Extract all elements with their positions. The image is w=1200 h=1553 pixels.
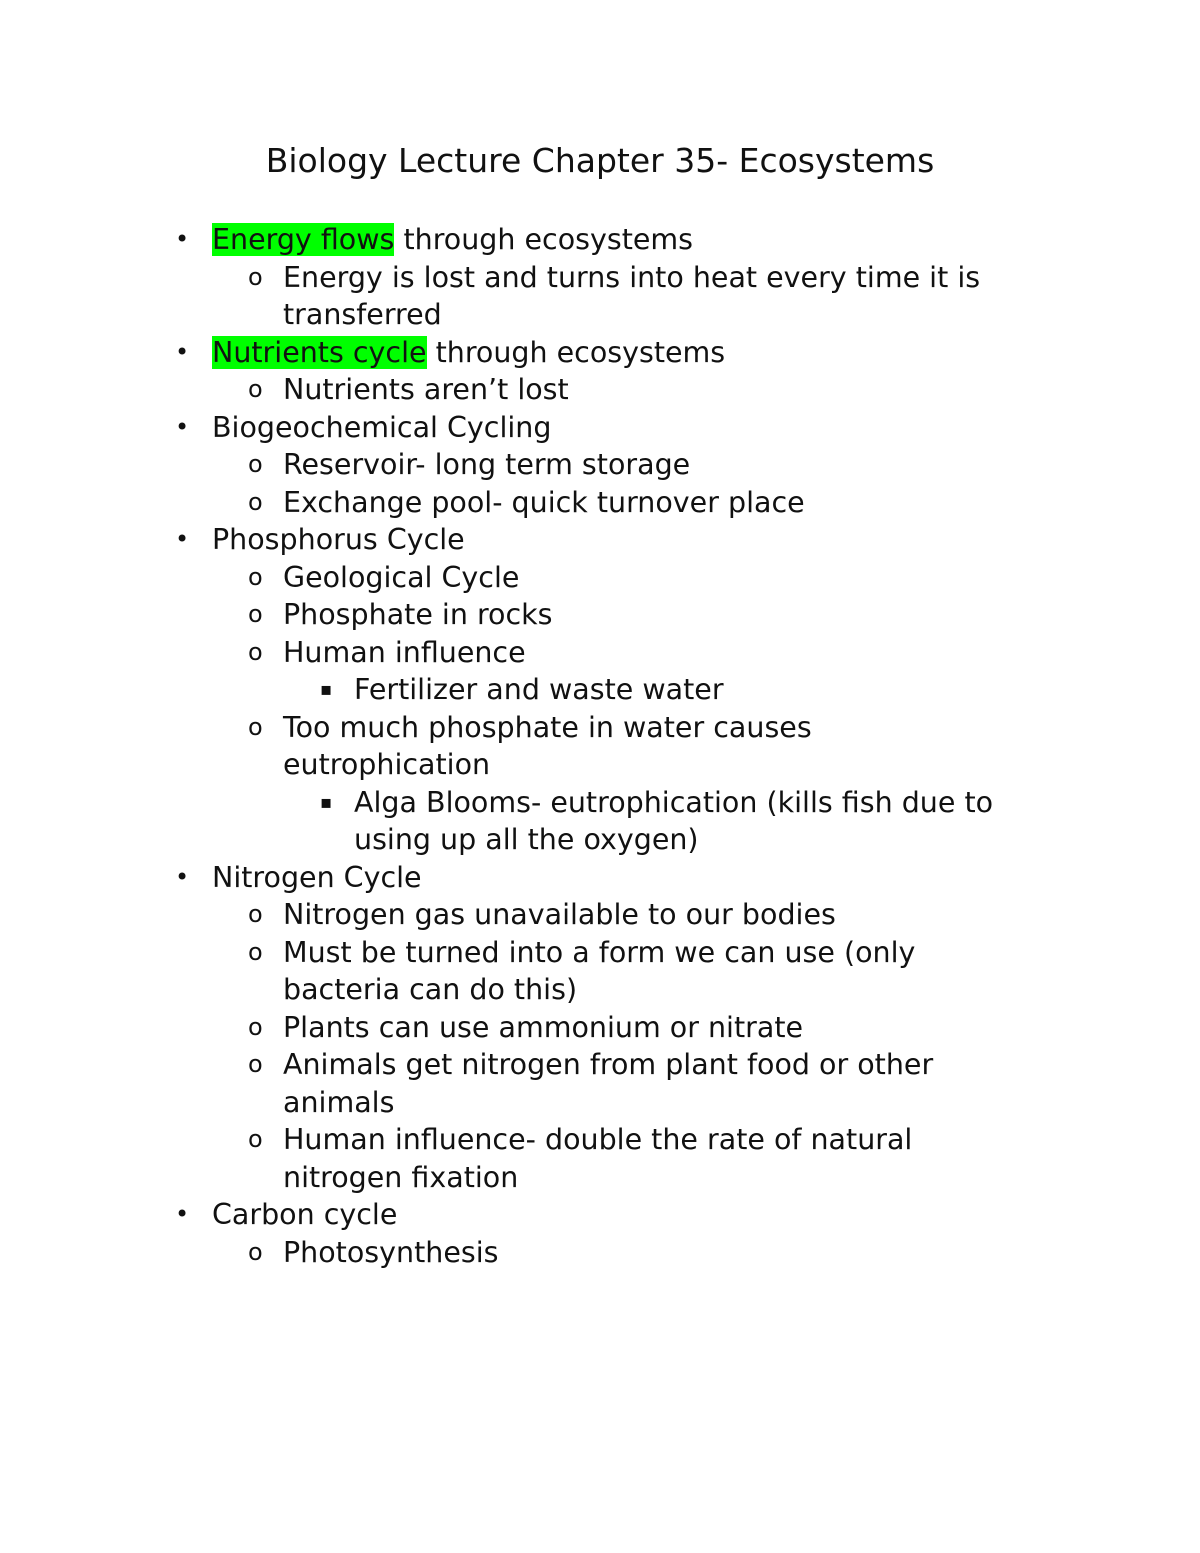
list-item-text: using up all the oxygen) [354,823,699,856]
list-item-text: Plants can use ammonium or nitrate [283,1010,804,1044]
bullet-level-2-icon: o [248,450,263,478]
list-item-continuation [0,1084,1200,1122]
list-item-level-2 [0,1046,1200,1084]
list-item-text: through ecosystems [394,223,694,256]
list-item-level-3 [0,671,1200,709]
list-item-level-2 [0,1009,1200,1047]
bullet-level-2-icon: o [248,600,263,628]
list-item-level-2 [0,934,1200,972]
bullet-level-1-icon: • [175,862,190,891]
notes-list [0,221,1200,1271]
list-item-level-1 [0,221,1200,259]
list-item-text: Human influence [283,635,526,669]
list-item-text: Human influence- double the rate of natural [283,1123,913,1156]
bullet-level-2-icon: o [248,712,263,741]
list-item-text: eutrophication [283,748,491,781]
list-item-level-2 [0,1121,1200,1159]
list-item-level-2 [0,596,1200,634]
list-item-text: through ecosystems [426,335,726,369]
bullet-level-3-icon: ▪ [320,791,333,813]
list-item-text: Must be turned into a form we can use (only [283,935,916,969]
list-item-text: transferred [283,298,442,331]
list-item-text: Animals get nitrogen from plant food or other [283,1048,934,1081]
list-item-level-2 [0,259,1200,297]
list-item-level-1 [0,1196,1200,1234]
bullet-level-2-icon: o [248,1237,263,1266]
list-item-level-1 [0,521,1200,559]
list-item-text: Too much phosphate in water causes [283,710,812,744]
list-item-level-2 [0,896,1200,934]
list-item-continuation [0,1159,1200,1197]
list-item-text: nitrogen fixation [283,1160,519,1194]
bullet-level-2-icon: o [248,375,263,403]
list-item-text: Geological Cycle [283,560,520,594]
bullet-level-2-icon: o [248,562,263,591]
bullet-level-2-icon: o [248,937,263,966]
bullet-level-2-icon: o [248,1012,263,1041]
list-item-text: Nutrients aren’t lost [283,373,569,406]
list-item-continuation [0,296,1200,334]
bullet-level-2-icon: o [248,262,263,291]
list-item-level-2 [0,709,1200,747]
list-item-text: Nitrogen Cycle [212,860,422,894]
list-item-level-2 [0,559,1200,597]
list-item-continuation [0,971,1200,1009]
bullet-level-2-icon: o [248,900,263,928]
list-item-text: Exchange pool- quick turnover place [283,485,805,519]
list-item-level-2 [0,446,1200,484]
list-item-text: Energy is lost and turns into heat every time it is [283,260,981,294]
list-item-continuation [0,821,1200,859]
list-item-level-2 [0,484,1200,522]
list-item-level-1 [0,334,1200,372]
bullet-level-3-icon: ▪ [320,679,333,700]
list-item-text: Phosphorus Cycle [212,523,465,556]
list-item-level-2 [0,634,1200,672]
list-item-text: bacteria can do this) [283,973,578,1006]
bullet-level-2-icon: o [248,487,263,516]
list-item-text: Nitrogen gas unavailable to our bodies [283,898,836,931]
list-item-level-2 [0,1234,1200,1272]
list-item-level-3 [0,784,1200,822]
bullet-level-1-icon: • [175,1200,190,1228]
list-item-text: Phosphate in rocks [283,598,553,631]
list-item-continuation [0,746,1200,784]
page-title: Biology Lecture Chapter 35- Ecosystems [265,141,935,180]
list-item-text: Reservoir- long term storage [283,448,691,481]
bullet-level-2-icon: o [248,1125,263,1153]
list-item-text: Biogeochemical Cycling [212,410,552,444]
list-item-level-2 [0,371,1200,409]
bullet-level-2-icon: o [248,1050,263,1078]
bullet-level-1-icon: • [175,225,190,253]
list-item-level-1 [0,409,1200,447]
list-item-text: Photosynthesis [283,1235,499,1269]
list-item-text: animals [283,1085,395,1119]
list-item-text: Carbon cycle [212,1198,398,1231]
highlighted-term: Energy flows [212,223,395,256]
list-item-text: Alga Blooms- eutrophication (kills fish due to [354,785,994,819]
bullet-level-1-icon: • [175,337,190,366]
list-item-text: Fertilizer and waste water [354,673,724,706]
bullet-level-1-icon: • [175,525,190,553]
highlighted-term: Nutrients cycle [212,335,427,369]
list-item-level-1 [0,859,1200,897]
bullet-level-1-icon: • [175,412,190,441]
bullet-level-2-icon: o [248,637,263,666]
